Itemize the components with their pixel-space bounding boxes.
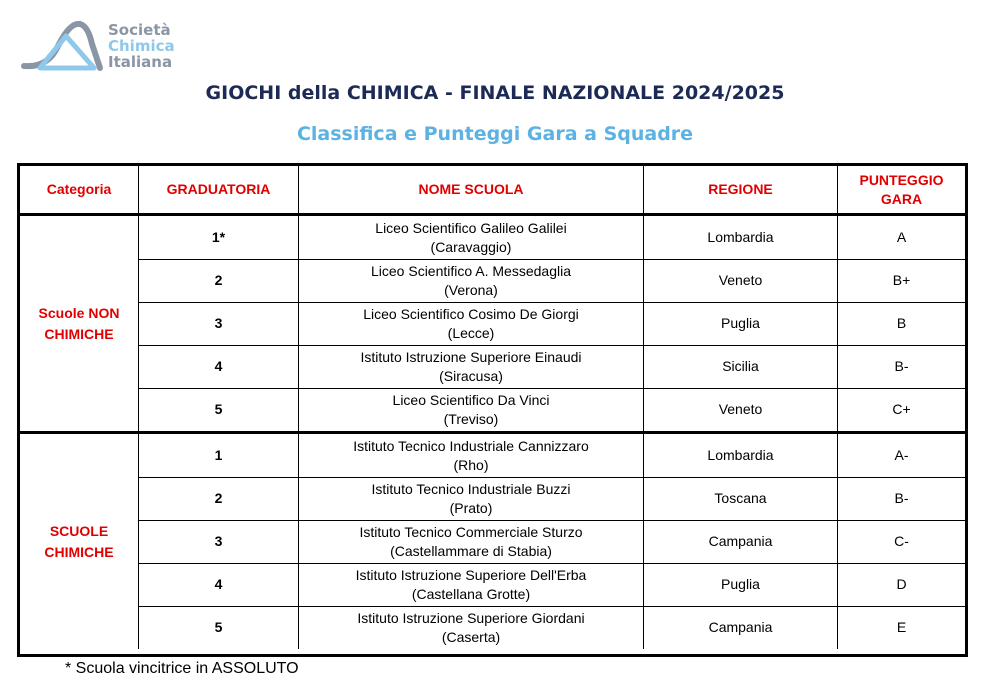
table-row	[139, 434, 965, 478]
school-cell	[299, 259, 644, 302]
score-cell: C+	[892, 401, 911, 417]
score-cell: A-	[894, 447, 909, 463]
school-city: (Verona)	[444, 281, 498, 298]
school-cell	[299, 216, 644, 259]
school-city: (Siracusa)	[439, 367, 503, 384]
score-cell: B-	[894, 490, 909, 506]
school-name: Istituto Tecnico Industriale Cannizzaro	[353, 437, 589, 454]
school-cell	[299, 388, 644, 431]
region-cell: Veneto	[644, 388, 838, 431]
table-row	[139, 477, 965, 521]
score-cell: D	[896, 576, 907, 592]
school-city: (Rho)	[453, 456, 489, 473]
score-cell: B	[896, 315, 907, 331]
score-cell: B-	[894, 358, 909, 374]
rank-cell: 5	[139, 388, 299, 431]
region-cell: Campania	[644, 606, 838, 649]
school-name: Istituto Istruzione Superiore Einaudi	[360, 348, 582, 365]
school-city: (Castellammare di Stabia)	[390, 542, 552, 559]
footnote: * Scuola vincitrice in ASSOLUTO	[65, 660, 299, 677]
school-city: (Treviso)	[443, 410, 499, 427]
table-row	[139, 606, 965, 649]
school-cell	[299, 477, 644, 520]
header-graduatoria: GRADUATORIA	[139, 166, 299, 213]
page-title: GIOCHI della CHIMICA - FINALE NAZIONALE 2024/2025	[205, 82, 785, 104]
header-categoria: Categoria	[20, 166, 139, 213]
logo-line-2: Chimica	[108, 37, 175, 55]
region-cell: Lombardia	[644, 216, 838, 259]
school-cell	[299, 606, 644, 649]
school-city: (Castellana Grotte)	[411, 585, 531, 602]
page-subtitle: Classifica e Punteggi Gara a Squadre	[296, 123, 694, 145]
region-cell: Lombardia	[644, 434, 838, 477]
logo-wordmark	[108, 22, 175, 70]
school-cell	[299, 302, 644, 345]
category-label: SCUOLE CHIMICHE	[20, 434, 139, 649]
rank-cell: 4	[139, 345, 299, 388]
table-row	[139, 345, 965, 389]
region-cell: Puglia	[644, 302, 838, 345]
school-name: Liceo Scientifico Galileo Galilei	[375, 219, 567, 236]
header-nome-scuola: NOME SCUOLA	[299, 166, 644, 213]
table-row	[139, 302, 965, 346]
school-name: Liceo Scientifico Da Vinci	[392, 391, 550, 408]
school-city: (Prato)	[449, 499, 493, 516]
school-city: (Caserta)	[441, 628, 501, 645]
table-row	[139, 563, 965, 607]
score-cell: C-	[894, 533, 909, 549]
sci-logo-mark-icon	[18, 16, 104, 72]
rank-cell: 1	[139, 434, 299, 477]
rank-cell: 3	[139, 302, 299, 345]
table-header-row	[20, 166, 965, 216]
school-cell	[299, 520, 644, 563]
ranking-table	[17, 163, 968, 657]
score-cell: B+	[892, 272, 911, 288]
region-cell: Toscana	[644, 477, 838, 520]
logo-line-3: Italiana	[108, 53, 173, 71]
header-regione: REGIONE	[644, 166, 838, 213]
sci-logo	[18, 16, 178, 76]
category-label: Scuole NON CHIMICHE	[20, 216, 139, 431]
header-punteggio: PUNTEGGIO GARA	[859, 171, 944, 207]
school-name: Istituto Tecnico Industriale Buzzi	[371, 480, 571, 497]
school-name: Istituto Tecnico Commerciale Sturzo	[359, 523, 583, 540]
table-row	[139, 388, 965, 431]
rank-cell: 3	[139, 520, 299, 563]
table-row	[139, 259, 965, 303]
score-cell: A	[896, 229, 907, 245]
rank-cell: 1*	[139, 216, 299, 259]
school-cell	[299, 345, 644, 388]
table-row	[139, 216, 965, 260]
region-cell: Puglia	[644, 563, 838, 606]
school-name: Istituto Istruzione Superiore Giordani	[357, 609, 585, 626]
school-name: Liceo Scientifico A. Messedaglia	[371, 262, 571, 279]
school-cell	[299, 563, 644, 606]
school-cell	[299, 434, 644, 477]
region-cell: Campania	[644, 520, 838, 563]
region-cell: Veneto	[644, 259, 838, 302]
rank-cell: 5	[139, 606, 299, 649]
score-cell: E	[896, 619, 907, 635]
region-cell: Sicilia	[644, 345, 838, 388]
rank-cell: 2	[139, 477, 299, 520]
table-row	[139, 520, 965, 564]
logo-line-1: Società	[108, 21, 171, 39]
school-city: (Lecce)	[447, 324, 495, 341]
school-name: Liceo Scientifico Cosimo De Giorgi	[363, 305, 579, 322]
rank-cell: 2	[139, 259, 299, 302]
school-name: Istituto Istruzione Superiore Dell'Erba	[355, 566, 587, 583]
school-city: (Caravaggio)	[430, 238, 512, 255]
rank-cell: 4	[139, 563, 299, 606]
